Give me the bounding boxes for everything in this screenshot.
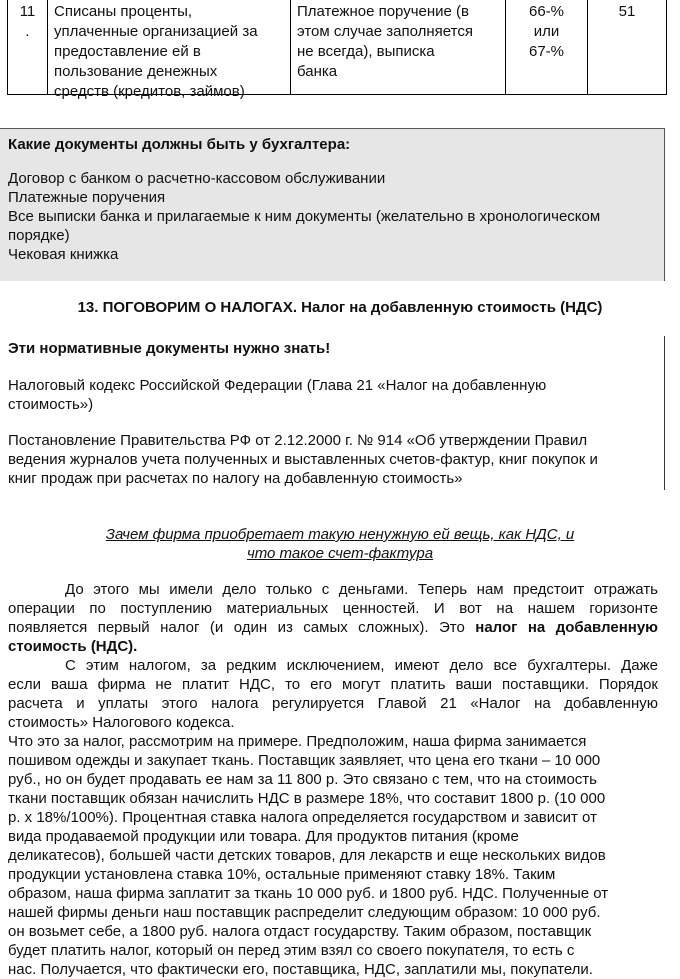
document-item: Платежные поручения [8,189,166,206]
paragraph-line: операции по поступлению материальных ценностей. И вот на нашем горизонте [8,600,658,617]
paragraph-line: До этого мы имели дело только с деньгами. Теперь нам предстоит отражать [65,581,658,598]
paragraph-text: появляется первый налог (и один из самых сложных). Это [8,619,465,636]
normative-box-title: Эти нормативные документы нужно знать! [8,340,331,357]
paragraph-line [8,618,658,637]
row-number: 11 [19,3,36,20]
paragraph-line: Что это за налог, рассмотрим на примере. Предположим, наша фирма занимается [8,733,587,750]
paragraph-line: образом, наша фирма заплатит за ткань 10 000 руб. и 1800 руб. НДС. Полученные от [8,885,609,902]
document-line: не всегда), выписка [297,43,435,60]
paragraph-line: р. х 18%/100%). Процентная ставка налога определяется государством и зависит от [8,809,597,826]
documents-box-title: Какие документы должны быть у бухгалтера: [8,136,351,153]
bold-term-line: стоимость (НДС). [8,638,138,655]
row-number-dot: . [25,23,30,40]
paragraph-line: стоимость» Налогового кодекса. [8,714,235,731]
paragraph-line: вида продаваемой продукции или товара. Для продуктов питания (кроме [8,828,519,845]
paragraph-line: С этим налогом, за редким исключением, имеют дело все бухгалтеры. Даже [65,657,658,674]
paragraph-line: пошивом одежды и закупает ткань. Поставщик заявляет, что цена его ткани – 10 000 [8,752,601,769]
description-line: средств (кредитов, займов) [54,83,245,100]
table-row [7,0,667,100]
paragraph-line: руб., но он будет продавать ее нам за 11 800 р. Это связано с тем, что на стоимость [8,771,597,788]
document-item: Чековая книжка [8,246,119,263]
debit-cell [506,0,588,94]
paragraph-line: нас. Получается, что фактически его, поставщика, НДС, заплатили мы, покупатели. [8,961,593,978]
paragraph-line: если ваша фирма не платит НДС, то его могут платить ваши поставщики. Порядок [8,676,658,693]
document-line: этом случае заполняется [297,23,473,40]
paragraph-line: деликатесов), большей части детских товаров, для лекарств и еще нескольких видов [8,847,606,864]
credit-value: 51 [618,3,636,20]
normative-doc-line: стоимость») [8,396,94,413]
description-line: Списаны проценты, [54,3,193,20]
normative-documents-box [0,336,665,490]
document-line: Платежное поручение (в [297,3,470,20]
paragraph-line: нашей фирмы деньги наш поставщик распределит следующим образом: 10 000 руб. [8,904,601,921]
document-item: Договор с банком о расчетно-кассовом обслуживании [8,170,386,187]
paragraph-line: ткани поставщик обязан начислить НДС в размере 18%, что составит 1800 р. (10 000 [8,790,606,807]
operation-description-cell [48,0,291,100]
description-line: предоставление ей в [54,43,201,60]
paragraph-line: продукции установлена ставка 10%, остальные применяют ставку 18%. Таким [8,866,556,883]
debit-line: 66-% [528,3,565,20]
normative-doc-line: Постановление Правительства РФ от 2.12.2000 г. № 914 «Об утверждении Правил [8,432,588,449]
description-line: пользование денежных [54,63,218,80]
bold-term: налог на добавленную [475,619,658,636]
document-item: порядке) [8,227,70,244]
document-cell [291,0,506,94]
subtitle-line: что такое счет-фактура [246,545,434,562]
normative-doc-line: ведения журналов учета полученных и выставленных счетов-фактур, книг покупок и [8,451,598,468]
paragraph-line: будет платить налог, который он перед этим взял со своего покупателя, то есть с [8,942,575,959]
normative-doc-line: книг продаж при расчетах по налогу на добавленную стоимость» [8,470,463,487]
document-item: Все выписки банка и прилагаемые к ним документы (желательно в хронологическом [8,208,601,225]
subtitle-line: Зачем фирма приобретает такую ненужную ей вещь, как НДС, и [105,526,575,543]
description-line: уплаченные организацией за [54,23,258,40]
debit-line: или [533,23,560,40]
document-line: банка [297,63,338,80]
normative-doc-line: Налоговый кодекс Российской Федерации (Глава 21 «Налог на добавленную [8,377,547,394]
section-heading: 13. ПОГОВОРИМ О НАЛОГАХ. Налог на добавленную стоимость (НДС) [77,299,603,316]
row-number-cell [8,0,48,94]
paragraph-line: расчета и уплаты этого налога регулируется Главой 21 «Налог на добавленную [8,695,658,712]
paragraph-line: он возьмет себе, а 1800 руб. налога отдаст государству. Таким образом, поставщик [8,923,592,940]
credit-cell [588,0,666,94]
debit-line: 67-% [528,43,565,60]
accountant-documents-box [0,128,665,281]
